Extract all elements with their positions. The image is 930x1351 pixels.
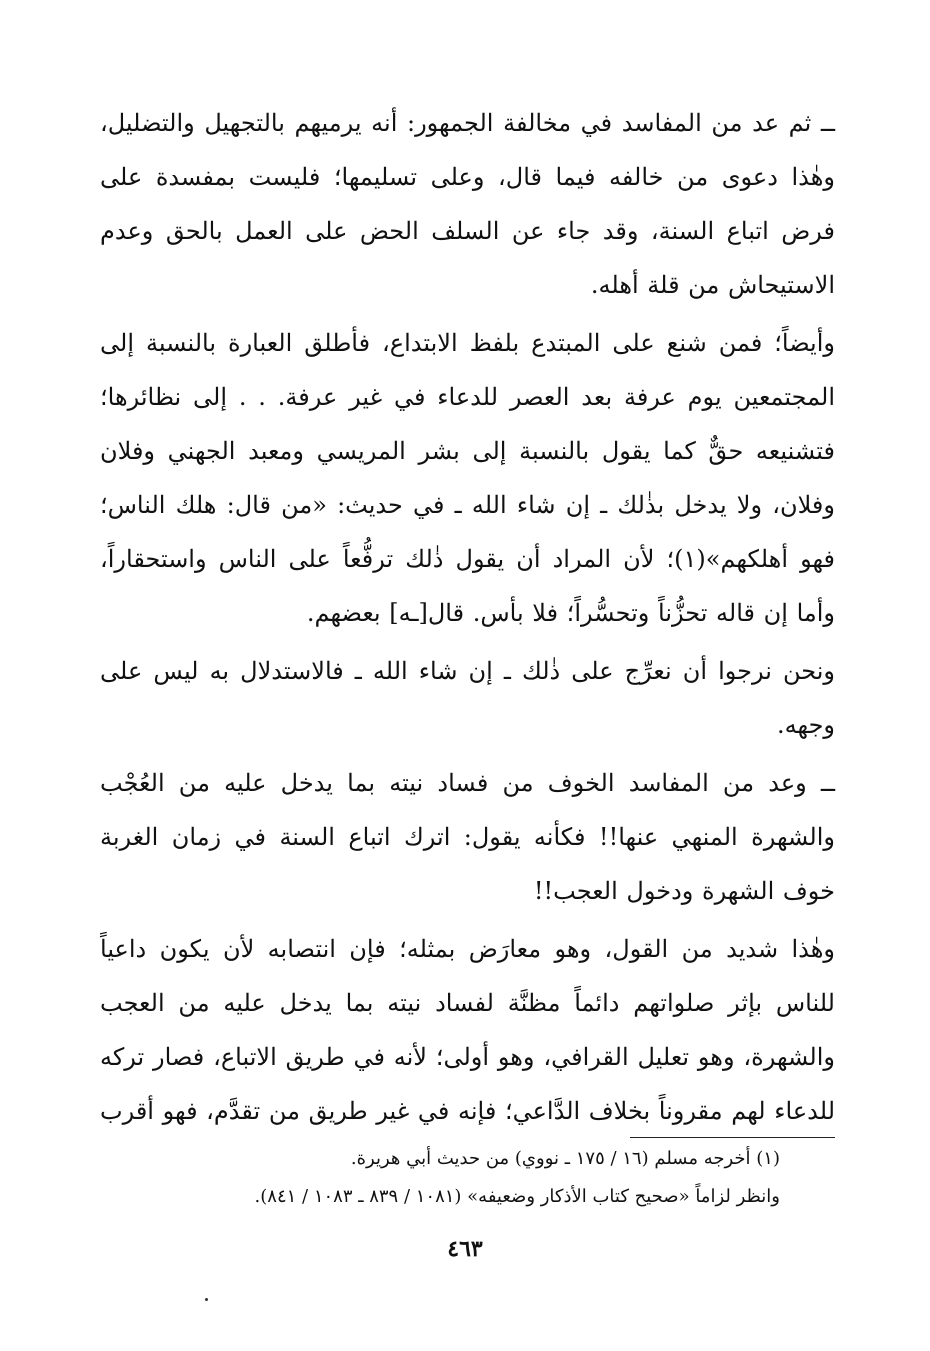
footnote-1: (١) أخرجه مسلم (١٦ / ١٧٥ ـ نووي) من حديث أبي هريرة. [350,1148,780,1169]
paragraph-1: ــ ثم عد من المفاسد في مخالفة الجمهور: أنه يرميهم بالتجهيل والتضليل، وهٰذا دعوى من خالفه فيما قال، وعلى تسليمها؛ فليست بمفسدة على فرض اتباع السنة، وقد جاء عن السلف الحض على العمل بالحق وعدم الاستيحاش من قلة أهله. [100,109,836,299]
footnote-divider [630,1137,835,1138]
page-number: ٤٦٣ [447,1236,483,1262]
paragraph-2: وأيضاً؛ فمن شنع على المبتدع بلفظ الابتداع، فأطلق العبارة بالنسبة إلى المجتمعين يوم عرفة بعد العصر للدعاء في غير عرفة. . . إلى نظائرها؛ فتشنيعه حقٌّ كما يقول بالنسبة إلى بشر المريسي ومعبد الجهني وفلان وفلان، ولا يدخل بذٰلك ـ إن شاء الله ـ في حديث: «من قال: هلك الناس؛ فهو أهلكهم»(١)؛ لأن المراد أن يقول ذٰلك ترفُّعاً على الناس واستحقاراً، وأما إن قاله تحزُّناً وتحسُّراً؛ فلا بأس. قال[ـه] بعضهم. [100,329,835,627]
paragraph-3: ونحن نرجوا أن نعرِّج على ذٰلك ـ إن شاء الله ـ فالاستدلال به ليس على وجهه. [100,657,835,739]
paragraph-5: وهٰذا شديد من القول، وهو معارَض بمثله؛ فإن انتصابه لأن يكون داعياً للناس بإثر صلواتهم دائماً مظنَّة لفساد نيته بما يدخل عليه من العجب والشهرة، وهو تعليل القرافي، وهو أولى؛ لأنه في طريق الاتباع، فصار تركه للدعاء لهم مقروناً بخلاف الدَّاعي؛ فإنه في غير طريق من تقدَّم، فهو أقرب [100,935,835,1125]
paragraph-4: ــ وعد من المفاسد الخوف من فساد نيته بما يدخل عليه من العُجْب والشهرة المنهي عنها!! فكأنه يقول: اترك اتباع السنة في زمان الغربة خوف الشهرة ودخول العجب!! [100,769,835,905]
scan-speck [205,1298,208,1301]
footnotes [100,1140,835,1216]
footnote-2: وانظر لزاماً «صحيح كتاب الأذكار وضعيفه» (١٠٨١ / ٨٣٩ ـ ١٠٨٣ / ٨٤١). [254,1186,780,1207]
page-body [100,96,835,1142]
